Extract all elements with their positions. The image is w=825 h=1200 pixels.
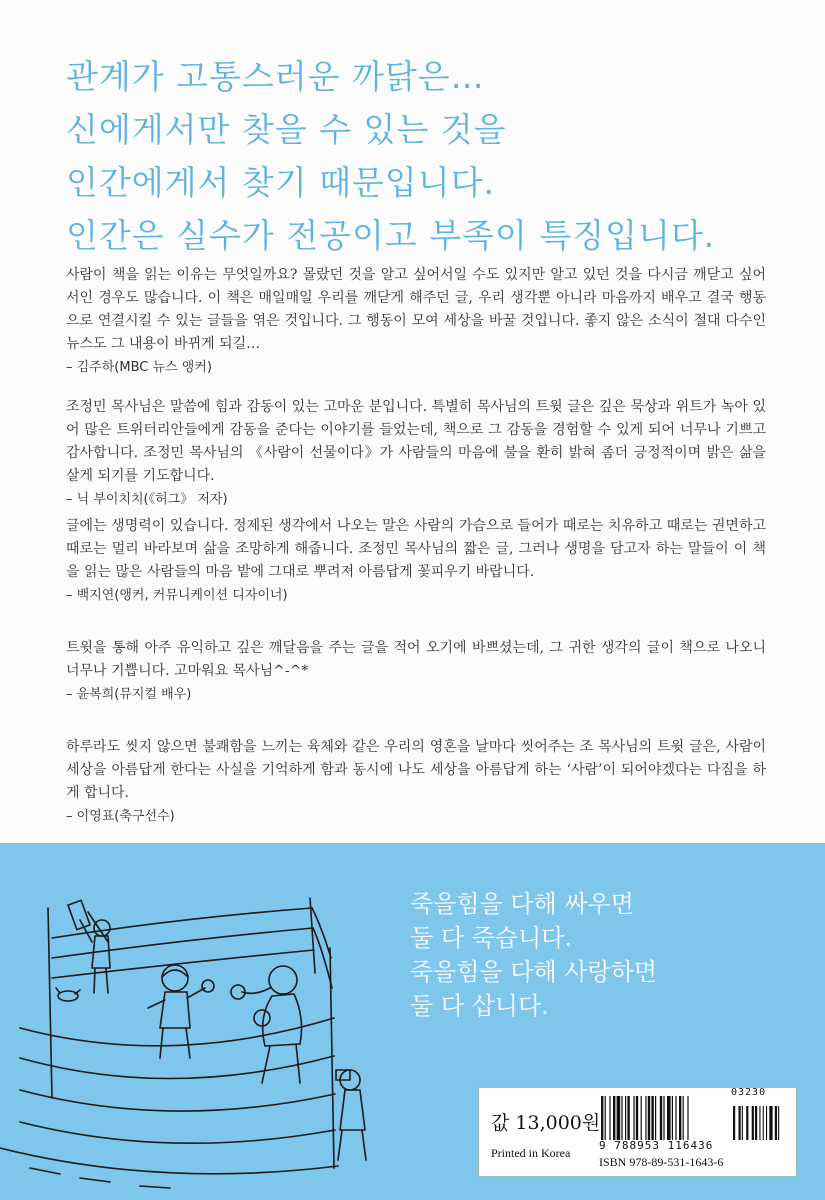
- endorsement-text: 트윗을 통해 아주 유익하고 깊은 깨달음을 주는 글을 적어 오기에 바쁘셨는데, 그 귀한 생각의 글이 책으로 나오니 너무나 기쁩니다. 고마워요 목사님^-^*: [66, 640, 766, 679]
- barcode-number: 9 788953 116436: [599, 1139, 714, 1152]
- headline-line: 관계가 고통스러운 까닭은…: [66, 57, 485, 96]
- band-message-line: 둘 다 죽습니다.: [410, 924, 572, 952]
- barcode-icon: [599, 1096, 789, 1140]
- isbn-label: ISBN 978-89-531-1643-6: [599, 1155, 724, 1169]
- headline: [66, 50, 786, 262]
- endorsement-text: 하루라도 씻지 않으면 불쾌함을 느끼는 육체와 같은 우리의 영혼을 날마다 씻어주는 조 목사님의 트윗 글은, 사람이 세상을 아름답게 한다는 사실을 기억하게 함과 동시에 나도 세상을 아름답게 하는 ‘사람’이 되어야겠다는 다짐을 하게 합니다.: [66, 739, 766, 801]
- endorsement: [66, 637, 766, 706]
- band-message-line: 둘 다 삽니다.: [410, 992, 549, 1020]
- endorsement: [66, 396, 766, 511]
- price-box: [478, 1087, 797, 1177]
- endorsement: [66, 515, 766, 607]
- addon-code: 03230: [731, 1087, 767, 1098]
- headline-line: 신에게서만 찾을 수 있는 것을: [66, 110, 507, 149]
- endorsement-author: – 백지연(앵커, 커뮤니케이션 디자이너): [66, 588, 288, 603]
- headline-line: 인간은 실수가 전공이고 부족이 특징입니다.: [66, 216, 716, 255]
- headline-line: 인간에게서 찾기 때문입니다.: [66, 163, 496, 202]
- endorsement-author: – 김주하(MBC 뉴스 앵커): [66, 360, 212, 375]
- band-message-line: 죽을힘을 다해 싸우면: [410, 890, 634, 918]
- band-message: [410, 887, 657, 1023]
- boxing-ring-illustration: [0, 868, 400, 1200]
- printed-in-label: Printed in Korea: [491, 1146, 571, 1160]
- endorsement-author: – 이영표(축구선수): [66, 809, 175, 824]
- endorsement: [66, 264, 766, 379]
- endorsement-text: 사람이 책을 읽는 이유는 무엇일까요? 몰랐던 것을 알고 싶어서일 수도 있지만 알고 있던 것을 다시금 깨닫고 싶어서인 경우도 많습니다. 이 책은 매일매일 우리를 깨닫게 해주던 글, 우리 생각뿐 아니라 마음까지 배우고 결국 행동으로 연결시킬 수 있는 글들을 엮은 것입니다. 그 행동이 모여 세상을 바꿀 것입니다. 좋지 않은 소식이 절대 다수인 뉴스도 그 내용이 바뀌게 되길…: [66, 267, 766, 352]
- endorsement-text: 글에는 생명력이 있습니다. 정제된 생각에서 나오는 말은 사람의 가슴으로 들어가 때로는 치유하고 때로는 권면하고 때로는 멀리 바라보며 삶을 조망하게 해줍니다. 조정민 목사님의 짧은 글, 그러나 생명을 담고자 하는 말들이 이 책을 읽는 많은 사람들의 마음 밭에 그대로 뿌려져 아름답게 꽃피우기 바랍니다.: [66, 518, 766, 580]
- price-label: 값 13,000원: [491, 1112, 601, 1134]
- endorsement-text: 조정민 목사님은 말씀에 힘과 감동이 있는 고마운 분입니다. 특별히 목사님의 트윗 글은 깊은 묵상과 위트가 녹아 있어 많은 트위터리안들에게 감동을 준다는 이야기를 들었는데, 책으로 그 감동을 경험할 수 있게 되어 너무나 기쁘고 감사합니다. 조정민 목사님의 《사람이 선물이다》가 사람들의 마음에 불을 환히 밝혀 좀더 긍정적이며 밝은 삶을 살게 되기를 기도합니다.: [66, 399, 766, 484]
- endorsement-author: – 닉 부이치치(《허그》 저자): [66, 492, 228, 507]
- endorsement-author: – 윤복희(뮤지컬 배우): [66, 687, 192, 702]
- endorsement: [66, 736, 766, 828]
- band-message-line: 죽을힘을 다해 사랑하면: [410, 958, 658, 986]
